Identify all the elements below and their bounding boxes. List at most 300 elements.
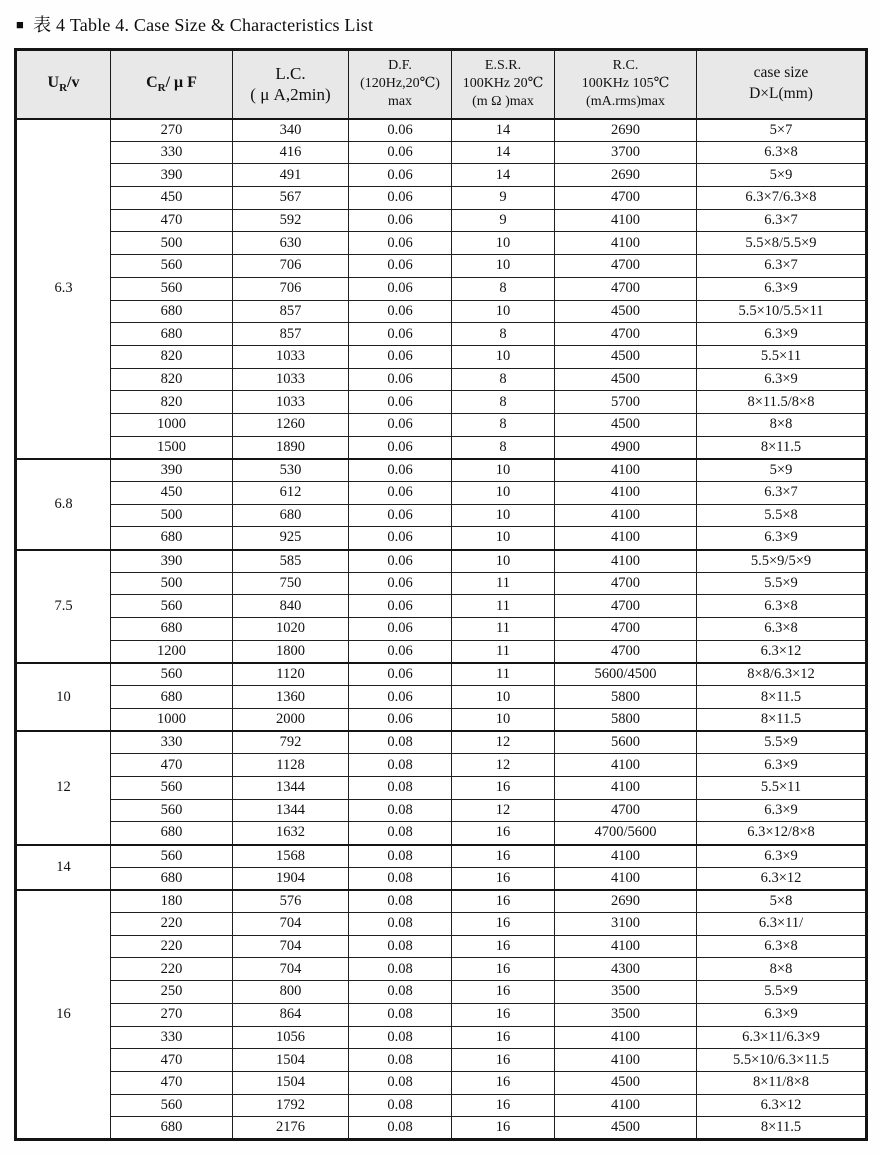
df-cell: 0.06: [349, 255, 452, 278]
capacitance-cell: 560: [111, 255, 233, 278]
table-row: [16, 164, 867, 187]
table-row: [16, 776, 867, 799]
esr-cell: 10: [452, 232, 555, 255]
header-rc-line3: (mA.rms)max: [586, 94, 665, 110]
header-rc-line2: 100KHz 105℃: [581, 76, 670, 92]
case-size-cell: 8×8/6.3×12: [697, 663, 867, 686]
leakage-current-cell: 1344: [233, 776, 349, 799]
ripple-current-cell: 4700: [555, 595, 697, 618]
leakage-current-cell: 1120: [233, 663, 349, 686]
esr-cell: 12: [452, 731, 555, 754]
table-row: [16, 550, 867, 573]
esr-cell: 8: [452, 368, 555, 391]
leakage-current-cell: 592: [233, 209, 349, 232]
table-row: [16, 1094, 867, 1117]
df-cell: 0.08: [349, 822, 452, 845]
leakage-current-cell: 1792: [233, 1094, 349, 1117]
esr-cell: 14: [452, 164, 555, 187]
table-row: [16, 958, 867, 981]
table-row: [16, 663, 867, 686]
esr-cell: 16: [452, 845, 555, 868]
leakage-current-cell: 800: [233, 981, 349, 1004]
capacitance-cell: 450: [111, 187, 233, 210]
df-cell: 0.08: [349, 754, 452, 777]
esr-cell: 16: [452, 1026, 555, 1049]
ripple-current-cell: 2690: [555, 890, 697, 913]
leakage-current-cell: 1568: [233, 845, 349, 868]
esr-cell: 8: [452, 323, 555, 346]
case-size-cell: 5×9: [697, 164, 867, 187]
ripple-current-cell: 4500: [555, 413, 697, 436]
leakage-current-cell: 704: [233, 958, 349, 981]
table-row: [16, 482, 867, 505]
case-size-cell: 6.3×11/6.3×9: [697, 1026, 867, 1049]
case-size-cell: 6.3×9: [697, 845, 867, 868]
esr-cell: 11: [452, 618, 555, 641]
df-cell: 0.08: [349, 1026, 452, 1049]
esr-cell: 10: [452, 504, 555, 527]
df-cell: 0.06: [349, 504, 452, 527]
capacitance-cell: 180: [111, 890, 233, 913]
leakage-current-cell: 567: [233, 187, 349, 210]
leakage-current-cell: 491: [233, 164, 349, 187]
ripple-current-cell: 5800: [555, 686, 697, 709]
ripple-current-cell: 4500: [555, 300, 697, 323]
df-cell: 0.06: [349, 595, 452, 618]
capacitance-cell: 680: [111, 686, 233, 709]
esr-cell: 8: [452, 277, 555, 300]
capacitance-cell: 680: [111, 1117, 233, 1140]
case-size-cell: 5.5×10/5.5×11: [697, 300, 867, 323]
case-size-cell: 6.3×11/: [697, 913, 867, 936]
capacitance-cell: 680: [111, 300, 233, 323]
df-cell: 0.06: [349, 640, 452, 663]
voltage-group-cell: 12: [16, 731, 111, 844]
df-cell: 0.06: [349, 413, 452, 436]
df-cell: 0.06: [349, 436, 452, 459]
ripple-current-cell: 4500: [555, 368, 697, 391]
df-cell: 0.06: [349, 527, 452, 550]
table-row: [16, 1003, 867, 1026]
case-size-cell: 6.3×7: [697, 255, 867, 278]
table-row: [16, 845, 867, 868]
df-cell: 0.06: [349, 209, 452, 232]
esr-cell: 14: [452, 141, 555, 164]
esr-cell: 16: [452, 1117, 555, 1140]
table-row: [16, 187, 867, 210]
leakage-current-cell: 416: [233, 141, 349, 164]
leakage-current-cell: 1033: [233, 391, 349, 414]
case-size-cell: 8×8: [697, 958, 867, 981]
case-size-cell: 8×8: [697, 413, 867, 436]
capacitance-cell: 500: [111, 504, 233, 527]
leakage-current-cell: 925: [233, 527, 349, 550]
case-size-cell: 6.3×12/8×8: [697, 822, 867, 845]
df-cell: 0.06: [349, 323, 452, 346]
case-size-cell: 6.3×9: [697, 527, 867, 550]
capacitance-cell: 450: [111, 482, 233, 505]
ripple-current-cell: 4500: [555, 345, 697, 368]
capacitance-cell: 470: [111, 209, 233, 232]
leakage-current-cell: 1020: [233, 618, 349, 641]
voltage-group-cell: 6.3: [16, 119, 111, 459]
table-row: [16, 300, 867, 323]
case-size-cell: 6.3×7: [697, 209, 867, 232]
capacitance-cell: 680: [111, 323, 233, 346]
ripple-current-cell: 3700: [555, 141, 697, 164]
table-row: [16, 504, 867, 527]
capacitance-cell: 560: [111, 799, 233, 822]
esr-cell: 10: [452, 345, 555, 368]
leakage-current-cell: 680: [233, 504, 349, 527]
leakage-current-cell: 704: [233, 935, 349, 958]
esr-cell: 9: [452, 187, 555, 210]
table-row: [16, 232, 867, 255]
ripple-current-cell: 5600: [555, 731, 697, 754]
capacitance-cell: 1000: [111, 708, 233, 731]
ripple-current-cell: 4500: [555, 1117, 697, 1140]
esr-cell: 16: [452, 1003, 555, 1026]
capacitance-cell: 470: [111, 1049, 233, 1072]
esr-cell: 16: [452, 1094, 555, 1117]
esr-cell: 10: [452, 482, 555, 505]
capacitance-cell: 470: [111, 754, 233, 777]
df-cell: 0.06: [349, 708, 452, 731]
ripple-current-cell: 4100: [555, 867, 697, 890]
table-row: [16, 754, 867, 777]
header-df-line1: D.F.: [388, 57, 412, 73]
leakage-current-cell: 1504: [233, 1049, 349, 1072]
ripple-current-cell: 4300: [555, 958, 697, 981]
voltage-group-cell: 14: [16, 845, 111, 890]
leakage-current-cell: 576: [233, 890, 349, 913]
ripple-current-cell: 4100: [555, 776, 697, 799]
case-size-cell: 5.5×8/5.5×9: [697, 232, 867, 255]
case-size-cell: 6.3×7/6.3×8: [697, 187, 867, 210]
ripple-current-cell: 4700: [555, 618, 697, 641]
table-body: [16, 119, 867, 1140]
capacitance-cell: 560: [111, 1094, 233, 1117]
leakage-current-cell: 750: [233, 572, 349, 595]
table-row: [16, 209, 867, 232]
case-size-cell: 6.3×8: [697, 595, 867, 618]
header-esr-line2: 100KHz 20℃: [462, 76, 544, 92]
ripple-current-cell: 4100: [555, 232, 697, 255]
capacitance-cell: 390: [111, 550, 233, 573]
case-size-cell: 6.3×8: [697, 618, 867, 641]
case-size-cell: 5.5×11: [697, 345, 867, 368]
ripple-current-cell: 4100: [555, 845, 697, 868]
table-row: [16, 119, 867, 142]
leakage-current-cell: 612: [233, 482, 349, 505]
ripple-current-cell: 4100: [555, 1049, 697, 1072]
capacitance-cell: 390: [111, 459, 233, 482]
ripple-current-cell: 2690: [555, 164, 697, 187]
table-row: [16, 731, 867, 754]
case-size-cell: 5.5×10/6.3×11.5: [697, 1049, 867, 1072]
df-cell: 0.08: [349, 1071, 452, 1094]
case-size-cell: 5.5×9: [697, 731, 867, 754]
header-df-line2: (120Hz,20℃): [360, 76, 440, 92]
col-header-rated-voltage: [16, 50, 111, 119]
table-title: [16, 11, 373, 37]
header-df-line3: max: [387, 94, 413, 110]
case-size-cell: 8×11/8×8: [697, 1071, 867, 1094]
table-row: [16, 913, 867, 936]
ripple-current-cell: 3500: [555, 981, 697, 1004]
table-row: [16, 935, 867, 958]
col-header-esr: [452, 50, 555, 119]
esr-cell: 11: [452, 663, 555, 686]
leakage-current-cell: 704: [233, 913, 349, 936]
voltage-group-cell: 7.5: [16, 550, 111, 663]
capacitance-cell: 220: [111, 935, 233, 958]
esr-cell: 11: [452, 595, 555, 618]
header-row: [16, 50, 867, 119]
df-cell: 0.06: [349, 686, 452, 709]
table-row: [16, 618, 867, 641]
header-lc-line1: L.C.: [275, 64, 306, 83]
ripple-current-cell: 4700: [555, 323, 697, 346]
case-size-cell: 8×11.5: [697, 708, 867, 731]
leakage-current-cell: 585: [233, 550, 349, 573]
esr-cell: 8: [452, 413, 555, 436]
case-size-cell: 5.5×9: [697, 572, 867, 595]
table-row: [16, 277, 867, 300]
ripple-current-cell: 3100: [555, 913, 697, 936]
capacitance-cell: 250: [111, 981, 233, 1004]
leakage-current-cell: 630: [233, 232, 349, 255]
ripple-current-cell: 4700: [555, 572, 697, 595]
ripple-current-cell: 4500: [555, 1071, 697, 1094]
header-lc-line2: ( μ A,2min): [250, 85, 331, 105]
capacitance-cell: 680: [111, 867, 233, 890]
table-row: [16, 822, 867, 845]
leakage-current-cell: 706: [233, 255, 349, 278]
capacitance-cell: 390: [111, 164, 233, 187]
table-row: [16, 981, 867, 1004]
case-size-cell: 5×7: [697, 119, 867, 142]
ripple-current-cell: 4700: [555, 187, 697, 210]
table-title-text: 表 4 Table 4. Case Size & Characteristics List: [33, 15, 374, 35]
df-cell: 0.08: [349, 958, 452, 981]
table-row: [16, 436, 867, 459]
esr-cell: 11: [452, 640, 555, 663]
ripple-current-cell: 4700: [555, 799, 697, 822]
ripple-current-cell: 4100: [555, 1094, 697, 1117]
df-cell: 0.08: [349, 981, 452, 1004]
leakage-current-cell: 1260: [233, 413, 349, 436]
capacitance-cell: 330: [111, 1026, 233, 1049]
df-cell: 0.06: [349, 277, 452, 300]
col-header-capacitance: [111, 50, 233, 119]
leakage-current-cell: 1890: [233, 436, 349, 459]
case-size-cell: 5×8: [697, 890, 867, 913]
df-cell: 0.08: [349, 731, 452, 754]
df-cell: 0.06: [349, 368, 452, 391]
voltage-group-cell: 16: [16, 890, 111, 1140]
df-cell: 0.08: [349, 1094, 452, 1117]
case-size-cell: 5.5×8: [697, 504, 867, 527]
esr-cell: 10: [452, 255, 555, 278]
df-cell: 0.06: [349, 300, 452, 323]
case-size-cell: 5.5×9/5×9: [697, 550, 867, 573]
capacitance-cell: 1200: [111, 640, 233, 663]
df-cell: 0.06: [349, 164, 452, 187]
capacitance-cell: 820: [111, 391, 233, 414]
esr-cell: 9: [452, 209, 555, 232]
df-cell: 0.08: [349, 799, 452, 822]
table-row: [16, 459, 867, 482]
col-header-ripple-current: [555, 50, 697, 119]
capacitance-cell: 680: [111, 618, 233, 641]
leakage-current-cell: 1056: [233, 1026, 349, 1049]
ripple-current-cell: 4100: [555, 935, 697, 958]
capacitance-cell: 680: [111, 527, 233, 550]
case-size-cell: 6.3×8: [697, 935, 867, 958]
header-cr-sub: R: [157, 82, 166, 95]
table-row: [16, 1049, 867, 1072]
capacitance-cell: 220: [111, 913, 233, 936]
ripple-current-cell: 2690: [555, 119, 697, 142]
table-row: [16, 527, 867, 550]
case-size-cell: 5.5×11: [697, 776, 867, 799]
esr-cell: 16: [452, 935, 555, 958]
table-row: [16, 141, 867, 164]
esr-cell: 10: [452, 300, 555, 323]
ripple-current-cell: 3500: [555, 1003, 697, 1026]
leakage-current-cell: 340: [233, 119, 349, 142]
esr-cell: 10: [452, 708, 555, 731]
esr-cell: 10: [452, 550, 555, 573]
ripple-current-cell: 4100: [555, 550, 697, 573]
table-row: [16, 255, 867, 278]
ripple-current-cell: 4100: [555, 527, 697, 550]
ripple-current-cell: 4700: [555, 640, 697, 663]
capacitance-cell: 270: [111, 1003, 233, 1026]
voltage-group-cell: 6.8: [16, 459, 111, 550]
table-row: [16, 867, 867, 890]
header-cr-rest: / μ F: [165, 74, 197, 91]
leakage-current-cell: 1904: [233, 867, 349, 890]
esr-cell: 16: [452, 958, 555, 981]
capacitance-cell: 330: [111, 141, 233, 164]
df-cell: 0.06: [349, 572, 452, 595]
ripple-current-cell: 5700: [555, 391, 697, 414]
case-size-cell: 6.3×9: [697, 799, 867, 822]
case-size-cell: 8×11.5/8×8: [697, 391, 867, 414]
esr-cell: 16: [452, 981, 555, 1004]
table-row: [16, 640, 867, 663]
leakage-current-cell: 857: [233, 323, 349, 346]
square-bullet-icon: ■: [16, 17, 25, 32]
df-cell: 0.06: [349, 550, 452, 573]
capacitance-cell: 1500: [111, 436, 233, 459]
capacitance-cell: 500: [111, 572, 233, 595]
ripple-current-cell: 4700: [555, 255, 697, 278]
df-cell: 0.08: [349, 913, 452, 936]
ripple-current-cell: 5600/4500: [555, 663, 697, 686]
case-size-cell: 6.3×12: [697, 1094, 867, 1117]
leakage-current-cell: 1033: [233, 368, 349, 391]
ripple-current-cell: 4100: [555, 754, 697, 777]
table-row: [16, 890, 867, 913]
capacitance-cell: 500: [111, 232, 233, 255]
table-row: [16, 1071, 867, 1094]
table-row: [16, 1117, 867, 1140]
leakage-current-cell: 792: [233, 731, 349, 754]
esr-cell: 16: [452, 776, 555, 799]
esr-cell: 16: [452, 867, 555, 890]
case-size-cell: 6.3×12: [697, 867, 867, 890]
df-cell: 0.06: [349, 482, 452, 505]
df-cell: 0.08: [349, 867, 452, 890]
case-size-cell: 6.3×8: [697, 141, 867, 164]
leakage-current-cell: 840: [233, 595, 349, 618]
table-row: [16, 799, 867, 822]
esr-cell: 12: [452, 799, 555, 822]
col-header-dissipation-factor: [349, 50, 452, 119]
table-row: [16, 1026, 867, 1049]
leakage-current-cell: 857: [233, 300, 349, 323]
case-size-cell: 6.3×9: [697, 754, 867, 777]
ripple-current-cell: 4100: [555, 459, 697, 482]
df-cell: 0.06: [349, 232, 452, 255]
case-size-cell: 8×11.5: [697, 686, 867, 709]
leakage-current-cell: 864: [233, 1003, 349, 1026]
case-size-cell: 5×9: [697, 459, 867, 482]
capacitance-cell: 820: [111, 345, 233, 368]
capacitance-cell: 820: [111, 368, 233, 391]
ripple-current-cell: 4700: [555, 277, 697, 300]
leakage-current-cell: 1344: [233, 799, 349, 822]
characteristics-table: [14, 48, 868, 1141]
header-esr-line1: E.S.R.: [484, 57, 522, 73]
esr-cell: 16: [452, 1049, 555, 1072]
leakage-current-cell: 1128: [233, 754, 349, 777]
leakage-current-cell: 530: [233, 459, 349, 482]
df-cell: 0.06: [349, 141, 452, 164]
capacitance-cell: 270: [111, 119, 233, 142]
esr-cell: 16: [452, 913, 555, 936]
case-size-cell: 6.3×9: [697, 1003, 867, 1026]
table-row: [16, 368, 867, 391]
df-cell: 0.06: [349, 119, 452, 142]
table-row: [16, 391, 867, 414]
header-cr-base: C: [146, 74, 158, 91]
case-size-cell: 6.3×9: [697, 368, 867, 391]
leakage-current-cell: 706: [233, 277, 349, 300]
leakage-current-cell: 2176: [233, 1117, 349, 1140]
df-cell: 0.06: [349, 345, 452, 368]
df-cell: 0.08: [349, 776, 452, 799]
case-size-cell: 6.3×9: [697, 323, 867, 346]
df-cell: 0.06: [349, 459, 452, 482]
table-row: [16, 413, 867, 436]
header-ur-sub: R: [59, 82, 68, 95]
case-size-cell: 8×11.5: [697, 1117, 867, 1140]
esr-cell: 16: [452, 1071, 555, 1094]
ripple-current-cell: 5800: [555, 708, 697, 731]
table-row: [16, 686, 867, 709]
case-size-cell: 6.3×7: [697, 482, 867, 505]
ripple-current-cell: 4700/5600: [555, 822, 697, 845]
leakage-current-cell: 1033: [233, 345, 349, 368]
df-cell: 0.06: [349, 663, 452, 686]
ripple-current-cell: 4100: [555, 482, 697, 505]
esr-cell: 16: [452, 890, 555, 913]
leakage-current-cell: 1800: [233, 640, 349, 663]
